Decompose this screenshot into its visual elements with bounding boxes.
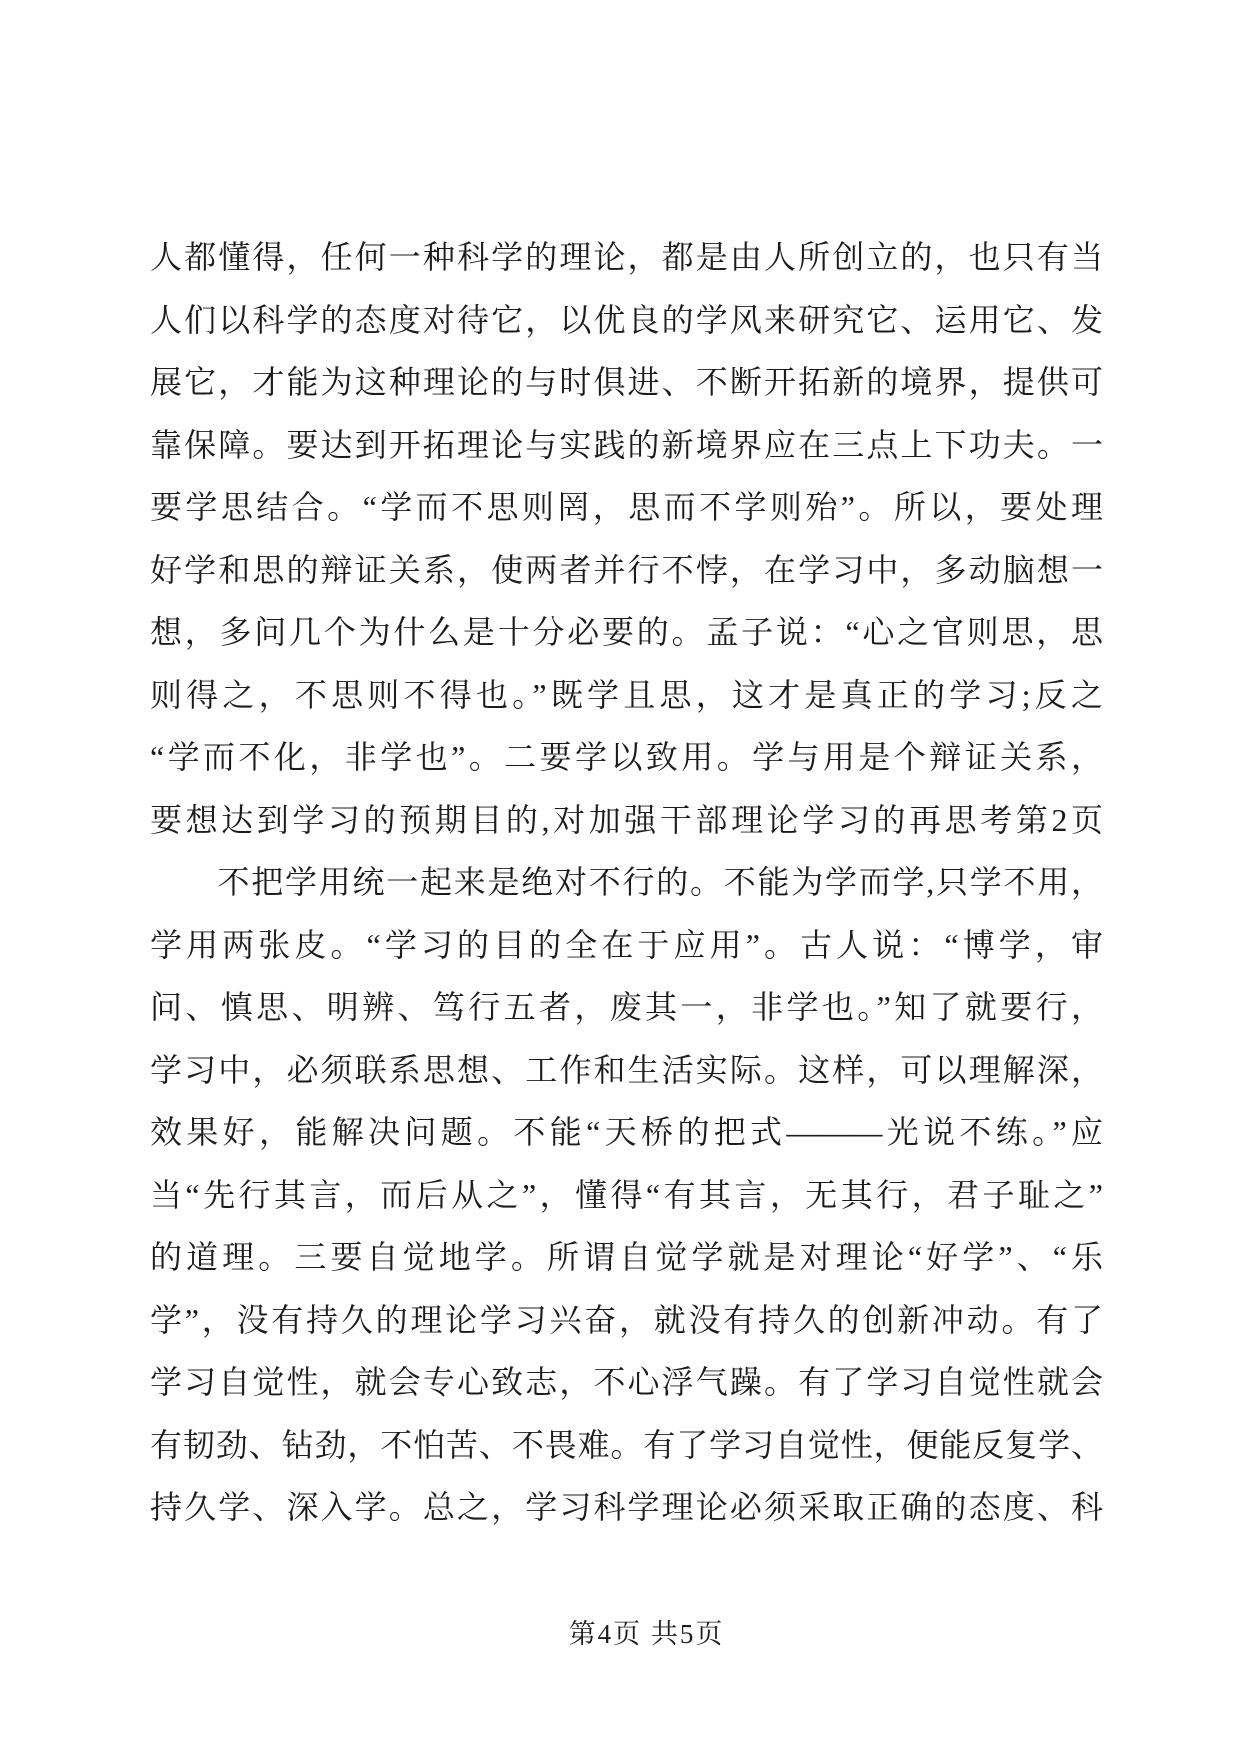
text-line: 问、慎思、明辨、笃行五者，废其一，非学也。”知了就要行， <box>150 989 1103 1025</box>
text-line: 则得之，不思则不得也。”既学且思，这才是真正的学习;反之 <box>150 676 1103 713</box>
text-line: 展它，才能为这种理论的与时俱进、不断开拓新的境界，提供可 <box>150 364 1103 400</box>
page-footer <box>0 1616 1241 1652</box>
text-line: 有韧劲、钻劲，不怕苦、不畏难。有了学习自觉性，便能反复学、 <box>150 1426 1103 1463</box>
text-line: 效果好，能解决问题。不能“天桥的把式———光说不练。”应 <box>150 1114 1103 1150</box>
text-line-paragraph-start: 不把学用统一起来是绝对不行的。不能为学而学,只学不用， <box>150 864 1103 900</box>
text-line: 学习自觉性，就会专心致志，不心浮气躁。有了学习自觉性就会 <box>150 1364 1103 1400</box>
page-number-label: 第4页 共5页 <box>568 1619 725 1649</box>
text-line: 靠保障。要达到开拓理论与实践的新境界应在三点上下功夫。一 <box>150 426 1103 463</box>
text-line: “学而不化，非学也”。二要学以致用。学与用是个辩证关系， <box>150 739 1103 775</box>
text-line: 想，多问几个为什么是十分必要的。孟子说：“心之官则思，思 <box>150 614 1103 650</box>
document-body <box>150 226 1103 1539</box>
text-line: 学用两张皮。“学习的目的全在于应用”。古人说：“博学，审 <box>150 926 1103 963</box>
text-line: 学习中，必须联系思想、工作和生活实际。这样，可以理解深， <box>150 1051 1103 1088</box>
text-line: 当“先行其言，而后从之”，懂得“有其言，无其行，君子耻之” <box>150 1176 1103 1213</box>
text-line: 学”，没有持久的理论学习兴奋，就没有持久的创新冲动。有了 <box>150 1301 1103 1338</box>
text-line: 人都懂得，任何一种科学的理论，都是由人所创立的，也只有当 <box>150 239 1103 275</box>
text-line: 持久学、深入学。总之，学习科学理论必须采取正确的态度、科 <box>150 1489 1103 1525</box>
text-line: 人们以科学的态度对待它，以优良的学风来研究它、运用它、发 <box>150 301 1103 338</box>
text-line: 要学思结合。“学而不思则罔，思而不学则殆”。所以，要处理 <box>150 489 1103 525</box>
text-line: 好学和思的辩证关系，使两者并行不悖，在学习中，多动脑想一 <box>150 551 1103 588</box>
text-line: 要想达到学习的预期目的,对加强干部理论学习的再思考第2页 <box>150 801 1103 838</box>
text-line: 的道理。三要自觉地学。所谓自觉学就是对理论“好学”、“乐 <box>150 1239 1103 1275</box>
